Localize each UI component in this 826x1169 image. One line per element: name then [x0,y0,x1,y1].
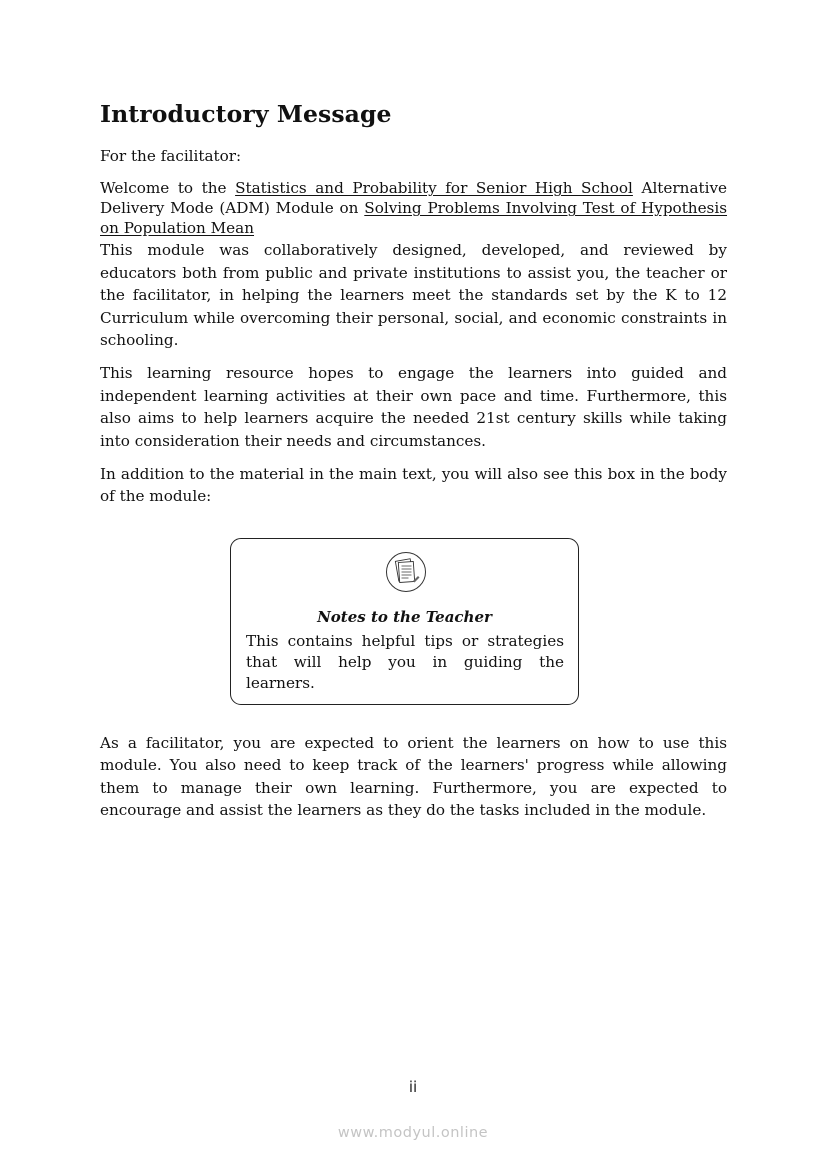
topic-title: Solving Problems Involving Test of Hypothesis on Population Mean [100,199,728,238]
notes-to-teacher-box [230,538,579,705]
subject-title: Statistics and Probability for Senior High School [235,179,633,198]
greeting: For the facilitator: [100,147,242,165]
paragraph-box-intro: In addition to the material in the main text, you will also see this box in the body of the module: [100,465,727,506]
notes-box-text: This contains helpful tips or strategies that will help you in guiding the learners. [246,632,564,692]
watermark: www.modyul.online [337,1125,489,1141]
paragraph-facilitator-role: As a facilitator, you are expected to orient the learners on how to use this module. You also need to keep track of the learners' progress while allowing them to manage their own learning. Furthermore, you are expected to encourage and assist the learners as they do the tasks included in the module. [100,734,727,820]
notes-box-title: Notes to the Teacher [317,608,492,626]
page-title: Introductory Message [100,100,392,128]
welcome-mid: Alternative Delivery Mode (ADM) Module on [100,179,728,218]
notes-icon [385,551,427,593]
page-number: ii [408,1078,418,1096]
paragraph-learning-resource: This learning resource hopes to engage the learners into guided and independent learning activities at their own pace and time. Furthermore, this also aims to help learners acquire the needed 21st century skills while taking into consideration their needs and circumstances. [100,364,727,450]
welcome-paragraph [100,178,727,238]
page-content [100,100,728,820]
welcome-pre: Welcome to the [100,179,227,198]
paragraph-collaboration: This module was collaboratively designed, developed, and reviewed by educators both from public and private institutions to assist you, the teacher or the facilitator, in helping the learners meet the standards set by the K to 12 Curriculum while overcoming their personal, social, and economic constraints in schooling. [100,241,727,350]
